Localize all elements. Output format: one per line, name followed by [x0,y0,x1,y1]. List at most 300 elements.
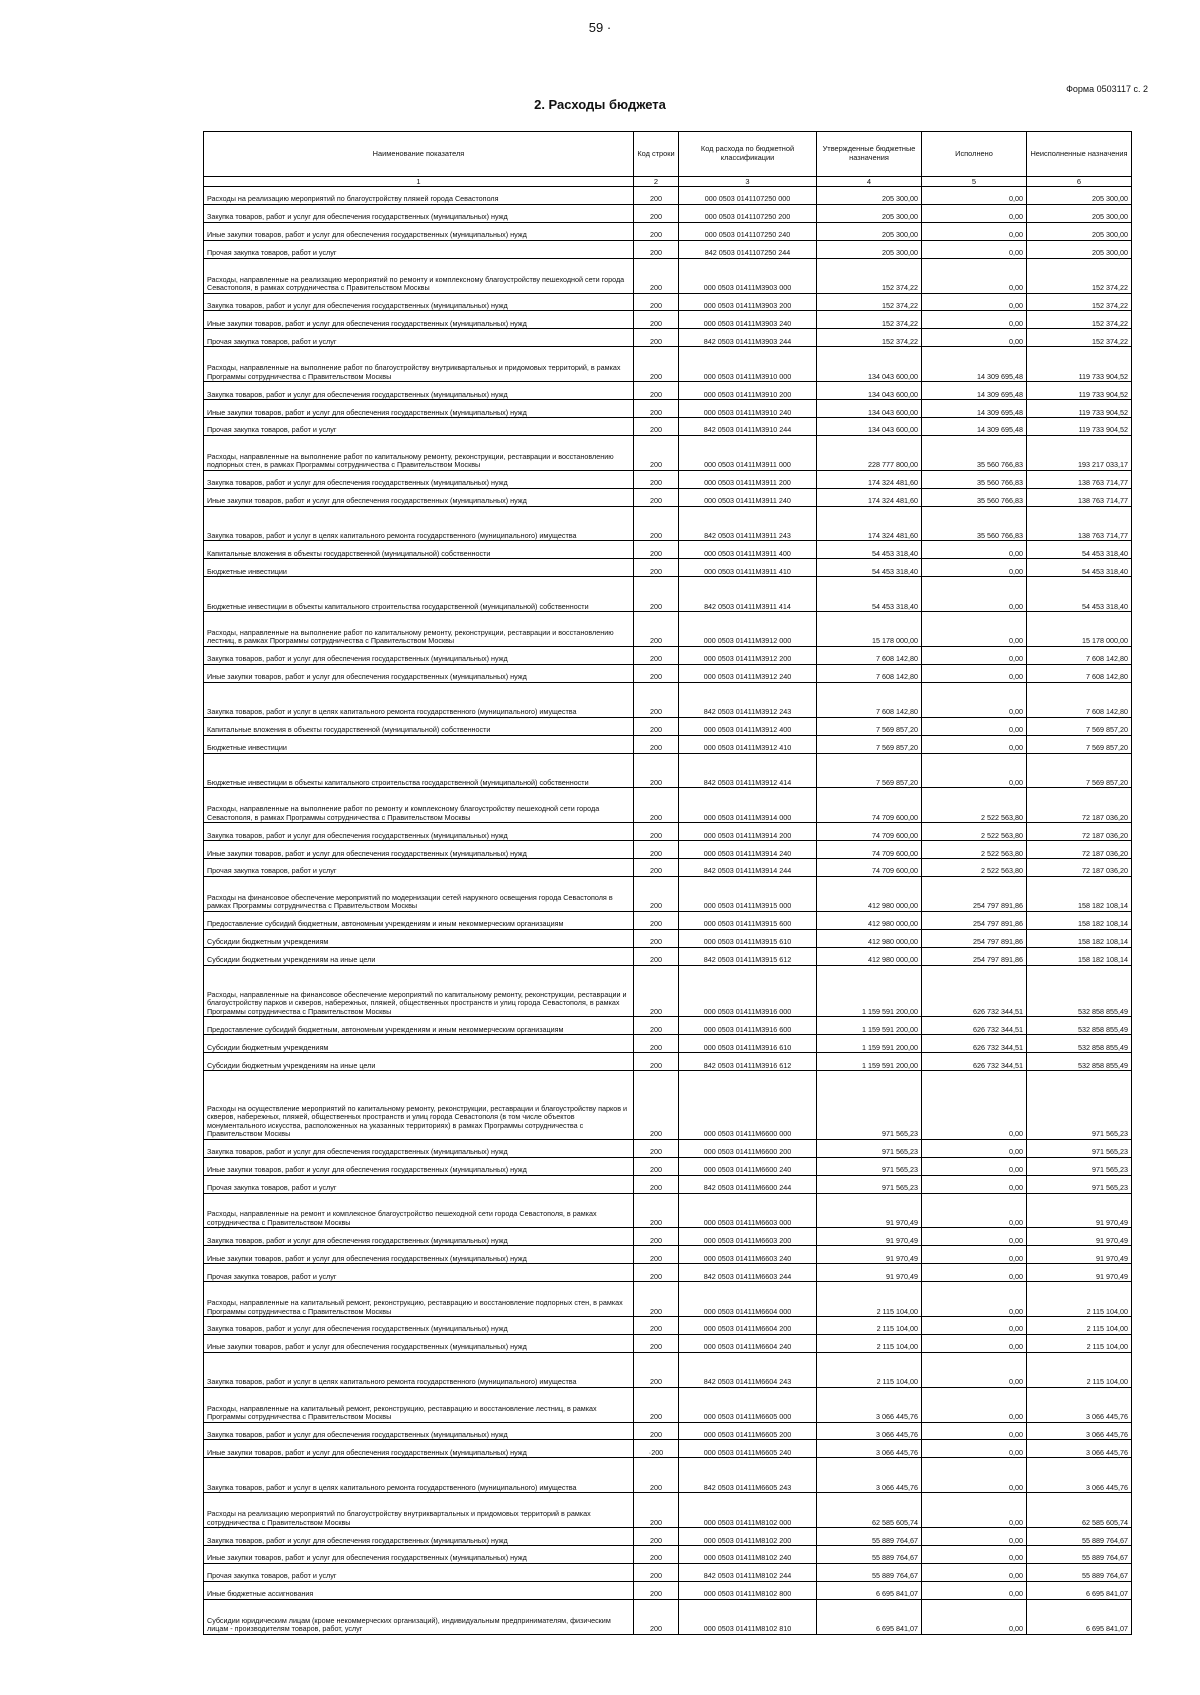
table-row [204,1264,1132,1282]
table-row [204,717,1132,735]
row-class-code: 000 0503 01411М8102 810 [679,1599,817,1634]
row-remaining-amount: 2 115 104,00 [1027,1282,1132,1317]
row-executed-amount: 0,00 [922,682,1027,717]
row-name: Прочая закупка товаров, работ и услуг [204,1264,634,1282]
row-class-code: 000 0503 01411М6600 000 [679,1071,817,1140]
row-remaining-amount: 91 970,49 [1027,1246,1132,1264]
row-executed-amount: 0,00 [922,293,1027,311]
row-executed-amount: 0,00 [922,329,1027,347]
row-line-code: 200 [634,1563,679,1581]
row-approved-amount: 74 709 600,00 [817,841,922,859]
row-line-code: 200 [634,222,679,240]
row-approved-amount: 2 115 104,00 [817,1282,922,1317]
table-row [204,1422,1132,1440]
row-approved-amount: 74 709 600,00 [817,823,922,841]
row-remaining-amount: 205 300,00 [1027,204,1132,222]
row-line-code: 200 [634,559,679,577]
row-executed-amount: 0,00 [922,1139,1027,1157]
row-executed-amount: 0,00 [922,258,1027,293]
row-line-code: 200 [634,1193,679,1228]
row-executed-amount: 0,00 [922,1563,1027,1581]
table-row [204,347,1132,382]
row-name: Иные закупки товаров, работ и услуг для обеспечения государственных (муниципальных) нужд [204,841,634,859]
row-remaining-amount: 54 453 318,40 [1027,577,1132,612]
row-executed-amount: 0,00 [922,1157,1027,1175]
row-name: Иные закупки товаров, работ и услуг для обеспечения государственных (муниципальных) нужд [204,1157,634,1175]
row-line-code: 200 [634,1546,679,1564]
table-row [204,841,1132,859]
row-name: Капитальные вложения в объекты государственной (муниципальной) собственности [204,541,634,559]
row-approved-amount: 7 569 857,20 [817,753,922,788]
row-line-code: 200 [634,1317,679,1335]
row-remaining-amount: 2 115 104,00 [1027,1317,1132,1335]
row-remaining-amount: 7 608 142,80 [1027,646,1132,664]
row-name: Субсидии бюджетным учреждениям [204,929,634,947]
row-executed-amount: 14 309 695,48 [922,382,1027,400]
row-executed-amount: 0,00 [922,664,1027,682]
row-executed-amount: 626 732 344,51 [922,1053,1027,1071]
row-executed-amount: 0,00 [922,1193,1027,1228]
row-approved-amount: 1 159 591 200,00 [817,1035,922,1053]
table-row [204,1228,1132,1246]
row-remaining-amount: 119 733 904,52 [1027,382,1132,400]
row-approved-amount: 91 970,49 [817,1193,922,1228]
row-approved-amount: 3 066 445,76 [817,1440,922,1458]
row-line-code: 200 [634,382,679,400]
row-approved-amount: 3 066 445,76 [817,1387,922,1422]
row-line-code: 200 [634,240,679,258]
row-approved-amount: 6 695 841,07 [817,1581,922,1599]
row-remaining-amount: 138 763 714,77 [1027,506,1132,541]
row-class-code: 000 0503 01411М6604 200 [679,1317,817,1335]
row-approved-amount: 134 043 600,00 [817,400,922,418]
row-executed-amount: 0,00 [922,1264,1027,1282]
row-class-code: 000 0503 01411М3912 240 [679,664,817,682]
row-line-code: 200 [634,1581,679,1599]
row-remaining-amount: 152 374,22 [1027,258,1132,293]
row-line-code: 200 [634,541,679,559]
table-row [204,222,1132,240]
table-row [204,1282,1132,1317]
column-number-row [204,177,1132,187]
row-class-code: 842 0503 0141107250 244 [679,240,817,258]
row-approved-amount: 91 970,49 [817,1246,922,1264]
row-approved-amount: 971 565,23 [817,1157,922,1175]
table-row [204,435,1132,470]
row-executed-amount: 0,00 [922,753,1027,788]
column-number: 1 [204,177,634,187]
row-line-code: 200 [634,1264,679,1282]
row-class-code: 000 0503 01411М8102 000 [679,1493,817,1528]
row-class-code: 000 0503 01411М3916 000 [679,965,817,1017]
row-name: Закупка товаров, работ и услуг для обеспечения государственных (муниципальных) нужд [204,823,634,841]
column-number: 2 [634,177,679,187]
row-line-code: 200 [634,823,679,841]
row-name: Прочая закупка товаров, работ и услуг [204,859,634,877]
row-name: Бюджетные инвестиции [204,735,634,753]
row-approved-amount: 55 889 764,67 [817,1528,922,1546]
row-approved-amount: 205 300,00 [817,187,922,205]
row-remaining-amount: 971 565,23 [1027,1139,1132,1157]
row-class-code: 000 0503 01411М3910 240 [679,400,817,418]
row-name: Субсидии бюджетным учреждениям на иные цели [204,1053,634,1071]
row-name: Иные закупки товаров, работ и услуг для обеспечения государственных (муниципальных) нужд [204,400,634,418]
row-executed-amount: 0,00 [922,1228,1027,1246]
row-approved-amount: 54 453 318,40 [817,577,922,612]
row-name: Предоставление субсидий бюджетным, автономным учреждениям и иным некоммерческим организациям [204,911,634,929]
row-class-code: 000 0503 01411М3914 240 [679,841,817,859]
row-executed-amount: 0,00 [922,646,1027,664]
table-row [204,753,1132,788]
row-executed-amount: 0,00 [922,735,1027,753]
row-name: Прочая закупка товаров, работ и услуг [204,329,634,347]
header-line-code: Код строки [634,132,679,177]
row-remaining-amount: 119 733 904,52 [1027,417,1132,435]
row-approved-amount: 3 066 445,76 [817,1422,922,1440]
row-name: Субсидии бюджетным учреждениям [204,1035,634,1053]
row-line-code: 200 [634,506,679,541]
table-row [204,664,1132,682]
row-remaining-amount: 158 182 108,14 [1027,911,1132,929]
row-line-code: 200 [634,1035,679,1053]
row-class-code: 000 0503 01411М3910 000 [679,347,817,382]
row-name: Закупка товаров, работ и услуг для обеспечения государственных (муниципальных) нужд [204,1139,634,1157]
table-row [204,541,1132,559]
row-approved-amount: 7 608 142,80 [817,664,922,682]
row-name: Расходы, направленные на ремонт и комплексное благоустройство пешеходной сети города Севастополя, в рамках сотрудничества с Правительством Москвы [204,1193,634,1228]
row-executed-amount: 0,00 [922,1246,1027,1264]
row-executed-amount: 626 732 344,51 [922,1017,1027,1035]
row-approved-amount: 412 980 000,00 [817,947,922,965]
row-approved-amount: 2 115 104,00 [817,1334,922,1352]
row-class-code: 842 0503 01411М6603 244 [679,1264,817,1282]
row-approved-amount: 971 565,23 [817,1139,922,1157]
row-name: Расходы на осуществление мероприятий по капитальному ремонту, реконструкции, реставрации и благоустройству парков и скверов, набережных, пляжей, общественных пространств и улиц города Севастополя (в том числе объектов монументального искусства, расположенных на указанных территориях) в рамках Программы сотрудничества с Правительством Москвы [204,1071,634,1140]
row-line-code: 200 [634,1387,679,1422]
header-approved: Утвержденные бюджетные назначения [817,132,922,177]
row-remaining-amount: 7 608 142,80 [1027,664,1132,682]
row-name: Закупка товаров, работ и услуг в целях капитального ремонта государственного (муниципального) имущества [204,506,634,541]
table-row [204,876,1132,911]
row-class-code: 000 0503 0141107250 000 [679,187,817,205]
row-class-code: 842 0503 01411М3903 244 [679,329,817,347]
row-approved-amount: 55 889 764,67 [817,1563,922,1581]
row-line-code: 200 [634,1422,679,1440]
row-remaining-amount: 119 733 904,52 [1027,347,1132,382]
row-line-code: 200 [634,876,679,911]
table-row [204,329,1132,347]
row-executed-amount: 0,00 [922,1422,1027,1440]
row-name: Иные закупки товаров, работ и услуг для обеспечения государственных (муниципальных) нужд [204,311,634,329]
row-class-code: 000 0503 01411М3915 610 [679,929,817,947]
row-approved-amount: 412 980 000,00 [817,911,922,929]
row-class-code: 842 0503 01411М3910 244 [679,417,817,435]
row-line-code: 200 [634,646,679,664]
table-row [204,1546,1132,1564]
table-row [204,1387,1132,1422]
row-name: Иные бюджетные ассигнования [204,1581,634,1599]
row-remaining-amount: 152 374,22 [1027,311,1132,329]
row-class-code: 842 0503 01411М8102 244 [679,1563,817,1581]
row-class-code: 000 0503 01411М3916 600 [679,1017,817,1035]
row-approved-amount: 152 374,22 [817,311,922,329]
row-executed-amount: 0,00 [922,1599,1027,1634]
row-line-code: 200 [634,577,679,612]
row-executed-amount: 0,00 [922,1387,1027,1422]
table-row [204,417,1132,435]
row-name: Расходы на реализацию мероприятий по благоустройству пляжей города Севастополя [204,187,634,205]
row-name: Иные закупки товаров, работ и услуг для обеспечения государственных (муниципальных) нужд [204,1334,634,1352]
row-line-code: 200 [634,329,679,347]
table-row [204,1317,1132,1335]
row-name: Расходы, направленные на реализацию мероприятий по ремонту и комплексному благоустройству пешеходной сети города Севастополя, в рамках сотрудничества с Правительством Москвы [204,258,634,293]
row-class-code: 000 0503 01411М3911 410 [679,559,817,577]
row-line-code: 200 [634,1053,679,1071]
row-executed-amount: 0,00 [922,240,1027,258]
column-number: 3 [679,177,817,187]
table-row [204,1493,1132,1528]
row-approved-amount: 134 043 600,00 [817,347,922,382]
row-line-code: 200 [634,859,679,877]
row-approved-amount: 971 565,23 [817,1071,922,1140]
row-approved-amount: 7 569 857,20 [817,735,922,753]
table-row [204,1334,1132,1352]
row-line-code: 200 [634,947,679,965]
table-row [204,382,1132,400]
row-name: Бюджетные инвестиции в объекты капитального строительства государственной (муниципальной) собственности [204,753,634,788]
row-remaining-amount: 138 763 714,77 [1027,470,1132,488]
row-class-code: 000 0503 0141107250 200 [679,204,817,222]
row-name: Закупка товаров, работ и услуг для обеспечения государственных (муниципальных) нужд [204,204,634,222]
row-remaining-amount: 55 889 764,67 [1027,1563,1132,1581]
row-line-code: 200 [634,911,679,929]
row-remaining-amount: 193 217 033,17 [1027,435,1132,470]
row-line-code: 200 [634,929,679,947]
row-executed-amount: 0,00 [922,1440,1027,1458]
table-row [204,258,1132,293]
row-line-code: 200 [634,788,679,823]
row-class-code: 000 0503 01411М3903 240 [679,311,817,329]
row-remaining-amount: 91 970,49 [1027,1228,1132,1246]
row-executed-amount: 35 560 766,83 [922,470,1027,488]
row-class-code: 000 0503 01411М3915 000 [679,876,817,911]
row-executed-amount: 0,00 [922,559,1027,577]
row-remaining-amount: 152 374,22 [1027,329,1132,347]
row-class-code: 000 0503 01411М3916 610 [679,1035,817,1053]
row-class-code: 842 0503 01411М3912 243 [679,682,817,717]
row-executed-amount: 14 309 695,48 [922,400,1027,418]
header-remaining: Неисполненные назначения [1027,132,1132,177]
table-row [204,577,1132,612]
row-executed-amount: 0,00 [922,1458,1027,1493]
row-name: Иные закупки товаров, работ и услуг для обеспечения государственных (муниципальных) нужд [204,1546,634,1564]
row-class-code: 000 0503 01411М6605 240 [679,1440,817,1458]
row-executed-amount: 35 560 766,83 [922,488,1027,506]
row-name: Закупка товаров, работ и услуг для обеспечения государственных (муниципальных) нужд [204,470,634,488]
row-executed-amount: 0,00 [922,1528,1027,1546]
table-row [204,1175,1132,1193]
table-row [204,1193,1132,1228]
row-remaining-amount: 3 066 445,76 [1027,1422,1132,1440]
row-name: Расходы, направленные на выполнение работ по благоустройству внутриквартальных и придомовых территорий, в рамках Программы сотрудничества с Правительством Москвы [204,347,634,382]
table-row [204,488,1132,506]
row-remaining-amount: 7 569 857,20 [1027,717,1132,735]
row-name: Закупка товаров, работ и услуг в целях капитального ремонта государственного (муниципального) имущества [204,682,634,717]
row-remaining-amount: 532 858 855,49 [1027,965,1132,1017]
row-executed-amount: 35 560 766,83 [922,506,1027,541]
table-row [204,187,1132,205]
table-row [204,1440,1132,1458]
row-line-code: 200 [634,258,679,293]
row-remaining-amount: 91 970,49 [1027,1264,1132,1282]
row-name: Капитальные вложения в объекты государственной (муниципальной) собственности [204,717,634,735]
table-row [204,240,1132,258]
table-row [204,470,1132,488]
column-number: 6 [1027,177,1132,187]
row-remaining-amount: 72 187 036,20 [1027,841,1132,859]
row-class-code: 000 0503 01411М3912 000 [679,612,817,647]
table-row [204,1139,1132,1157]
row-remaining-amount: 971 565,23 [1027,1157,1132,1175]
row-line-code: 200 [634,1017,679,1035]
row-remaining-amount: 54 453 318,40 [1027,541,1132,559]
row-name: Расходы, направленные на капитальный ремонт, реконструкцию, реставрацию и восстановление подпорных стен, в рамках Программы сотрудничества с Правительством Москвы [204,1282,634,1317]
row-line-code: 200 [634,682,679,717]
row-line-code: 200 [634,435,679,470]
row-executed-amount: 0,00 [922,1546,1027,1564]
row-executed-amount: 0,00 [922,577,1027,612]
row-approved-amount: 7 608 142,80 [817,646,922,664]
row-name: Иные закупки товаров, работ и услуг для обеспечения государственных (муниципальных) нужд [204,222,634,240]
row-name: Закупка товаров, работ и услуг для обеспечения государственных (муниципальных) нужд [204,1228,634,1246]
row-executed-amount: 35 560 766,83 [922,435,1027,470]
row-remaining-amount: 3 066 445,76 [1027,1458,1132,1493]
row-approved-amount: 6 695 841,07 [817,1599,922,1634]
table-row [204,965,1132,1017]
row-class-code: 842 0503 01411М3912 414 [679,753,817,788]
row-name: Расходы, направленные на выполнение работ по ремонту и комплексному благоустройству пешеходной сети города Севастополя, в рамках Программы сотрудничества с Правительством Москвы [204,788,634,823]
row-remaining-amount: 138 763 714,77 [1027,488,1132,506]
row-approved-amount: 2 115 104,00 [817,1352,922,1387]
row-executed-amount: 2 522 563,80 [922,841,1027,859]
row-remaining-amount: 72 187 036,20 [1027,823,1132,841]
header-class-code: Код расхода по бюджетной классификации [679,132,817,177]
row-name: Закупка товаров, работ и услуг для обеспечения государственных (муниципальных) нужд [204,1528,634,1546]
row-name: Бюджетные инвестиции в объекты капитального строительства государственной (муниципальной) собственности [204,577,634,612]
table-row [204,1581,1132,1599]
row-remaining-amount: 54 453 318,40 [1027,559,1132,577]
row-class-code: 000 0503 01411М3912 410 [679,735,817,753]
row-executed-amount: 2 522 563,80 [922,859,1027,877]
table-row [204,646,1132,664]
row-class-code: 000 0503 01411М6600 240 [679,1157,817,1175]
row-remaining-amount: 62 585 605,74 [1027,1493,1132,1528]
row-line-code: 200 [634,1228,679,1246]
document-title: 2. Расходы бюджета [534,97,666,112]
row-approved-amount: 2 115 104,00 [817,1317,922,1335]
row-approved-amount: 74 709 600,00 [817,788,922,823]
row-executed-amount: 254 797 891,86 [922,911,1027,929]
row-remaining-amount: 3 066 445,76 [1027,1440,1132,1458]
row-class-code: 000 0503 01411М3911 200 [679,470,817,488]
row-remaining-amount: 7 608 142,80 [1027,682,1132,717]
row-executed-amount: 0,00 [922,204,1027,222]
row-line-code: 200 [634,1071,679,1140]
row-class-code: 000 0503 01411М3914 200 [679,823,817,841]
row-line-code: 200 [634,1599,679,1634]
row-line-code: 200 [634,347,679,382]
row-executed-amount: 626 732 344,51 [922,965,1027,1017]
row-class-code: 842 0503 01411М3916 612 [679,1053,817,1071]
table-row [204,612,1132,647]
row-name: Расходы, направленные на капитальный ремонт, реконструкцию, реставрацию и восстановление лестниц, в рамках Программы сотрудничества с Правительством Москвы [204,1387,634,1422]
row-approved-amount: 134 043 600,00 [817,382,922,400]
row-class-code: 000 0503 01411М3915 600 [679,911,817,929]
row-approved-amount: 205 300,00 [817,204,922,222]
row-line-code: 200 [634,417,679,435]
row-approved-amount: 62 585 605,74 [817,1493,922,1528]
table-header-row [204,132,1132,177]
row-remaining-amount: 91 970,49 [1027,1193,1132,1228]
row-remaining-amount: 7 569 857,20 [1027,735,1132,753]
row-class-code: 000 0503 0141107250 240 [679,222,817,240]
row-class-code: 842 0503 01411М3911 414 [679,577,817,612]
row-approved-amount: 55 889 764,67 [817,1546,922,1564]
table-row [204,1071,1132,1140]
table-row [204,1599,1132,1634]
row-class-code: 842 0503 01411М6600 244 [679,1175,817,1193]
row-name: Расходы, направленные на выполнение работ по капитальному ремонту, реконструкции, реставрации и восстановлению лестниц, в рамках Программы сотрудничества с Правительством Москвы [204,612,634,647]
row-name: Расходы, направленные на выполнение работ по капитальному ремонту, реконструкции, реставрации и восстановлению подпорных стен, в рамках Программы сотрудничества с Правительством Москвы [204,435,634,470]
row-name: Иные закупки товаров, работ и услуг для обеспечения государственных (муниципальных) нужд [204,1246,634,1264]
row-approved-amount: 91 970,49 [817,1228,922,1246]
row-executed-amount: 0,00 [922,187,1027,205]
row-approved-amount: 174 324 481,60 [817,506,922,541]
row-class-code: 000 0503 01411М3903 200 [679,293,817,311]
row-approved-amount: 7 569 857,20 [817,717,922,735]
row-class-code: 842 0503 01411М3914 244 [679,859,817,877]
row-approved-amount: 91 970,49 [817,1264,922,1282]
row-name: Иные закупки товаров, работ и услуг для обеспечения государственных (муниципальных) нужд [204,488,634,506]
row-class-code: 000 0503 01411М6605 200 [679,1422,817,1440]
row-remaining-amount: 6 695 841,07 [1027,1581,1132,1599]
row-executed-amount: 0,00 [922,1282,1027,1317]
row-class-code: 000 0503 01411М6603 200 [679,1228,817,1246]
row-name: Закупка товаров, работ и услуг для обеспечения государственных (муниципальных) нужд [204,646,634,664]
row-class-code: 000 0503 01411М3912 200 [679,646,817,664]
row-line-code: 200 [634,1458,679,1493]
row-approved-amount: 152 374,22 [817,329,922,347]
row-remaining-amount: 3 066 445,76 [1027,1387,1132,1422]
row-line-code: 200 [634,612,679,647]
row-line-code: 200 [634,488,679,506]
row-class-code: 000 0503 01411М6605 000 [679,1387,817,1422]
row-name: Расходы на финансовое обеспечение мероприятий по модернизации сетей наружного освещения города Севастополя в рамках Программы сотрудничества с Правительством Москвы [204,876,634,911]
table-row [204,682,1132,717]
row-name: Прочая закупка товаров, работ и услуг [204,1175,634,1193]
row-class-code: 000 0503 01411М8102 800 [679,1581,817,1599]
row-remaining-amount: 158 182 108,14 [1027,876,1132,911]
row-class-code: 000 0503 01411М3914 000 [679,788,817,823]
row-line-code: 200 [634,1282,679,1317]
row-executed-amount: 0,00 [922,1175,1027,1193]
row-executed-amount: 0,00 [922,1493,1027,1528]
row-class-code: 000 0503 01411М3911 400 [679,541,817,559]
table-row [204,1157,1132,1175]
row-executed-amount: 2 522 563,80 [922,788,1027,823]
row-name: Прочая закупка товаров, работ и услуг [204,1563,634,1581]
page-number: 59 · [588,20,612,35]
